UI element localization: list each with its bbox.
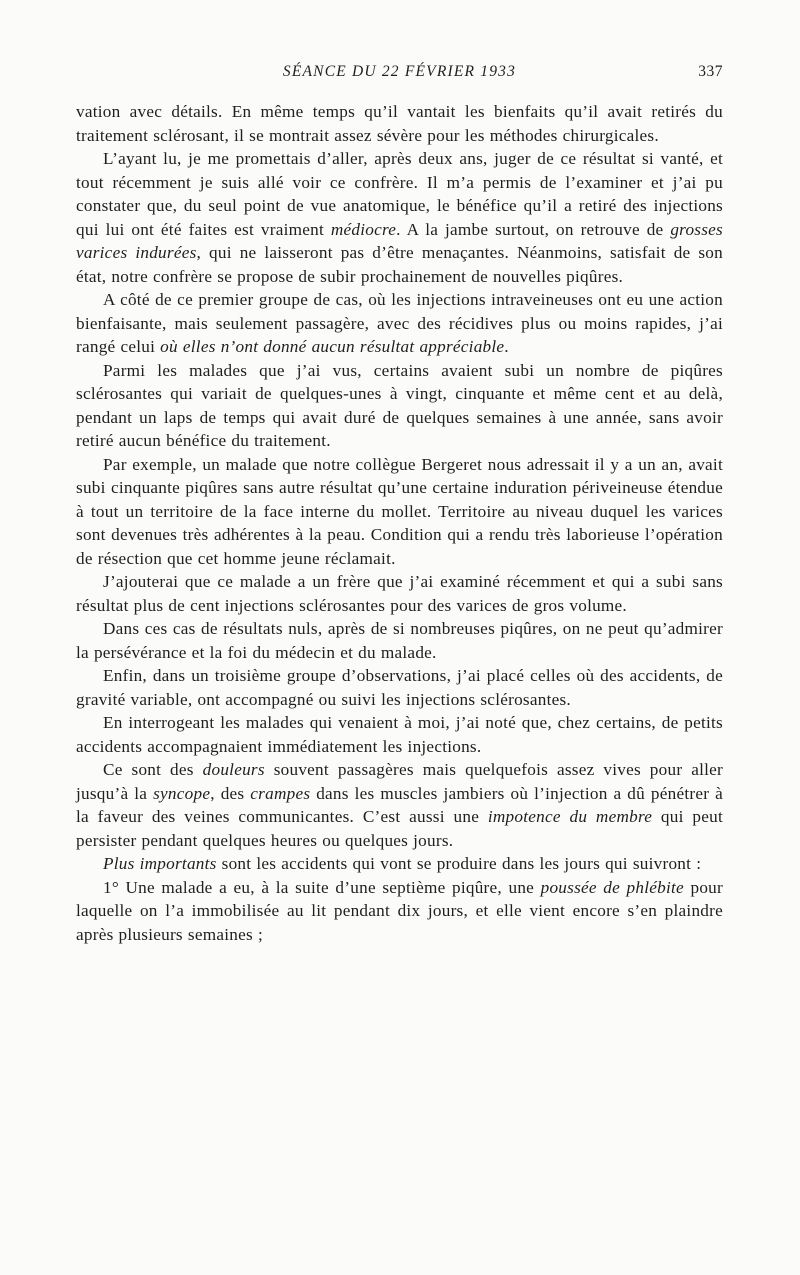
paragraph: [76, 711, 723, 758]
text-run: , qui ne laisseront pas d’être menaçantes. Néanmoins, satisfait de son état, notre confrère se propose de subir prochainement de nouvelles piqûres.: [76, 243, 723, 286]
italic-text: crampes: [250, 783, 311, 803]
text-run: . A la jambe surtout, on retrouve de: [396, 219, 671, 239]
paragraph: [76, 100, 723, 147]
text-run: , des: [210, 783, 251, 803]
running-header: [76, 58, 723, 86]
paragraph: [76, 852, 723, 876]
text-run: .: [504, 337, 509, 356]
document-page: [76, 58, 723, 946]
body-text: [76, 100, 723, 946]
text-run: J’ajouterai que ce malade a un frère que j’ai examiné récemment et qui a subi sans résultat plus de cent injections sclérosantes pour des varices de gros volume.: [76, 572, 723, 615]
running-title: SÉANCE DU 22 FÉVRIER 1933: [282, 63, 517, 80]
text-run: pour laquelle on l’a immobilisée au lit pendant dix jours, et elle vient encore s’en plaindre après plusieurs semaines ;: [76, 877, 723, 944]
text-run: dans les muscles jambiers où l’injection a dû pénétrer à la faveur des veines communicantes. C’est aussi une: [76, 783, 723, 826]
italic-text: médiocre: [330, 219, 397, 239]
paragraph: [76, 147, 723, 288]
text-run: L’ayant lu, je me promettais d’aller, après deux ans, juger de ce résultat si vanté, et tout récemment je suis allé voir ce confrère. Il m’a permis de l’examiner et j’ai pu constater que, du seul point de vue anatomique, le bénéfice qu’il a retiré des injections qui lui ont été faites est vraiment: [76, 149, 723, 239]
paragraph: [76, 453, 723, 571]
italic-text: où elles n’ont donné aucun résultat appréciable: [160, 337, 505, 356]
italic-text: douleurs: [202, 760, 265, 779]
italic-text: syncope: [153, 783, 211, 803]
paragraph: [76, 664, 723, 711]
text-run: vation avec détails. En même temps qu’il vantait les bienfaits qu’il avait retirés du traitement sclérosant, il se montrait assez sévère pour les méthodes chirurgicales.: [76, 102, 723, 145]
italic-text: poussée de phlébite: [540, 877, 684, 897]
paragraph: [76, 570, 723, 617]
paragraph: [76, 876, 723, 947]
page-number: 337: [698, 63, 723, 80]
text-run: Enfin, dans un troisième groupe d’observations, j’ai placé celles où des accidents, de gravité variable, ont accompagné ou suivi les injections sclérosantes.: [76, 666, 723, 709]
italic-text: grosses varices indurées: [76, 219, 723, 262]
text-run: Parmi les malades que j’ai vus, certains avaient subi un nombre de piqûres sclérosantes qui variait de quelques-unes à vingt, cinquante et même cent et au delà, pendant un laps de temps qui avait duré de quelques semaines à une année, sans avoir retiré aucun bénéfice du traitement.: [76, 360, 723, 450]
paragraph: [76, 617, 723, 664]
paragraph: [76, 758, 723, 852]
paragraph: [76, 288, 723, 359]
text-run: qui peut persister pendant quelques heures ou quelques jours.: [76, 807, 723, 850]
text-run: A côté de ce premier groupe de cas, où les injections intraveineuses ont eu une action bienfaisante, mais seulement passagère, avec des récidives plus ou moins rapides, j’ai rangé celui: [76, 290, 723, 356]
paragraph: [76, 359, 723, 453]
text-run: En interrogeant les malades qui venaient à moi, j’ai noté que, chez certains, de petits accidents accompagnaient immédiatement les injections.: [76, 713, 723, 756]
text-run: Par exemple, un malade que notre collègue Bergeret nous adressait il y a un an, avait subi cinquante piqûres sans autre résultat qu’une certaine induration périveineuse étendue à tout un territoire de la face interne du mollet. Territoire au niveau duquel les varices sont devenues très adhérentes à la peau. Condition qui a rendu très laborieuse l’opération de résection que cet homme jeune réclamait.: [76, 454, 723, 568]
text-run: Ce sont des: [103, 760, 203, 779]
italic-text: Plus importants: [103, 854, 217, 873]
text-run: sont les accidents qui vont se produire dans les jours qui suivront :: [216, 854, 702, 873]
text-run: Dans ces cas de résultats nuls, après de si nombreuses piqûres, on ne peut qu’admirer la persévérance et la foi du médecin et du malade.: [76, 619, 723, 662]
text-run: 1° Une malade a eu, à la suite d’une septième piqûre, une: [103, 877, 541, 897]
text-run: souvent passagères mais quelquefois assez vives pour aller jusqu’à la: [76, 760, 723, 803]
italic-text: impotence du membre: [487, 807, 653, 826]
